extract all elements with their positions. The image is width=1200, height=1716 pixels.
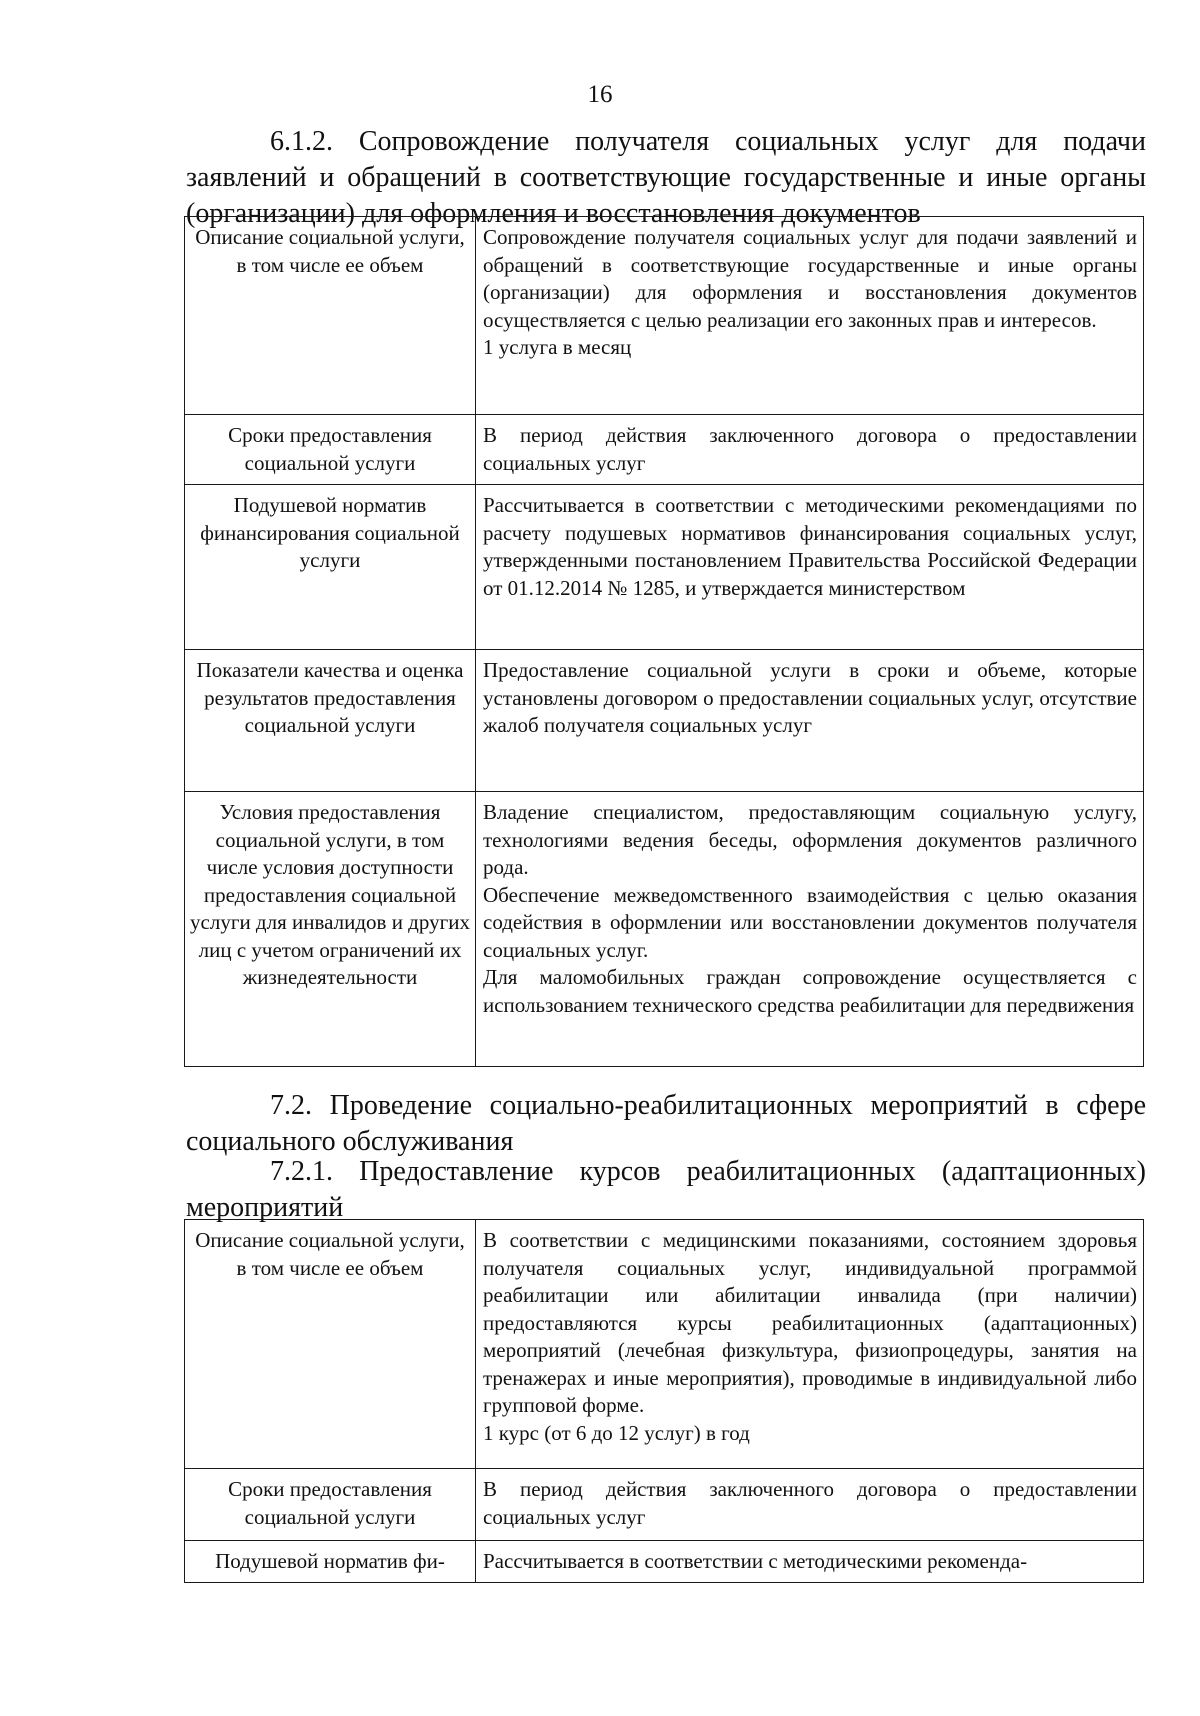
- table-row: [185, 1220, 1144, 1469]
- section-title-text: 7.2.1. Предоставление курсов реабилитационных (адаптационных) мероприятий: [186, 1156, 1146, 1223]
- value-line: Сопровождение получателя социальных услуг для подачи заявлений и обращений в соответствующие государственные и иные органы (организации) для оформления и восстановления документов осуществляется с целью реализации его законных прав и интересов.: [483, 225, 1137, 332]
- row-value: [476, 217, 1144, 415]
- value-line: Обеспечение межведомственного взаимодействия с целью оказания содействия в оформлении или восстановлении документов получателя социальных услуг.: [483, 882, 1137, 962]
- row-label: Показатели качества и оценка результатов предоставления социальной услуги: [185, 650, 476, 792]
- table-row: [185, 1541, 1144, 1583]
- section-7-2-title: [186, 1088, 1146, 1160]
- value-line: Владение специалистом, предоставляющим социальную услугу, технологиями ведения беседы, оформления документов различного рода.: [483, 800, 1137, 879]
- row-label: Подушевой норматив фи-: [185, 1541, 476, 1583]
- service-table-6-1-2: [184, 216, 1144, 1067]
- value-line: В соответствии с медицинскими показаниями, состоянием здоровья получателя социальных услуг, индивидуальной программой реабилитации или абилитации инвалида (при наличии) предоставляются курсы реабилитационных (адаптационных) мероприятий (лечебная физкультура, физиопроцедуры, занятия на тренажерах и иные мероприятия), проводимые в индивидуальной либо групповой форме.: [483, 1228, 1137, 1417]
- row-label: Условия предоставления социальной услуги, в том числе условия доступности предоставления социальной услуги для инвалидов и других лиц с учетом ограничений их жизнедеятельности: [185, 792, 476, 1067]
- row-value: [476, 1469, 1144, 1541]
- row-label: Описание социальной услуги, в том числе ее объем: [185, 1220, 476, 1469]
- row-label: Описание социальной услуги, в том числе ее объем: [185, 217, 476, 415]
- row-label: Сроки предоставления социальной услуги: [185, 1469, 476, 1541]
- row-value: [476, 415, 1144, 485]
- page-number: 16: [587, 81, 613, 108]
- value-line: Предоставление социальной услуги в сроки и объеме, которые установлены договором о предоставлении социальных услуг, отсутствие жалоб получателя социальных услуг: [483, 658, 1137, 737]
- table-row: [185, 792, 1144, 1067]
- row-value: [476, 1220, 1144, 1469]
- table-row: [185, 217, 1144, 415]
- value-line: 1 услуга в месяц: [483, 335, 632, 359]
- value-line: 1 курс (от 6 до 12 услуг) в год: [483, 1420, 750, 1445]
- value-line: В период действия заключенного договора о предоставлении социальных услуг: [483, 1477, 1137, 1529]
- table-row: [185, 485, 1144, 650]
- row-label: Сроки предоставления социальной услуги: [185, 415, 476, 485]
- service-table-7-2-1: [184, 1219, 1144, 1583]
- section-title-text: 7.2. Проведение социально-реабилитационных мероприятий в сфере социального обслуживания: [186, 1090, 1146, 1157]
- table-row: [185, 650, 1144, 792]
- section-title-text: 6.1.2. Сопровождение получателя социальных услуг для подачи заявлений и обращений в соответствующие государственные и иные органы (организации) для оформления и восстановления документов: [186, 126, 1146, 229]
- row-value: [476, 485, 1144, 650]
- value-line: Для маломобильных граждан сопровождение осуществляется с использованием технического средства реабилитации для передвижения: [483, 965, 1137, 1017]
- row-value: [476, 1541, 1144, 1583]
- row-value: [476, 792, 1144, 1067]
- value-line: Рассчитывается в соответствии с методическими рекомендациями по расчету подушевых нормативов финансирования социальных услуг, утвержденными постановлением Правительства Российской Федерации от 01.12.2014 № 1285, и утверждается министерством: [483, 493, 1137, 600]
- value-line: Рассчитывается в соответствии с методическими рекоменда-: [483, 1549, 1028, 1573]
- table-row: [185, 1469, 1144, 1541]
- section-7-2-1-title: [186, 1154, 1146, 1226]
- row-label: Подушевой норматив финансирования социальной услуги: [185, 485, 476, 650]
- value-line: В период действия заключенного договора о предоставлении социальных услуг: [483, 423, 1137, 475]
- row-value: [476, 650, 1144, 792]
- table-row: [185, 415, 1144, 485]
